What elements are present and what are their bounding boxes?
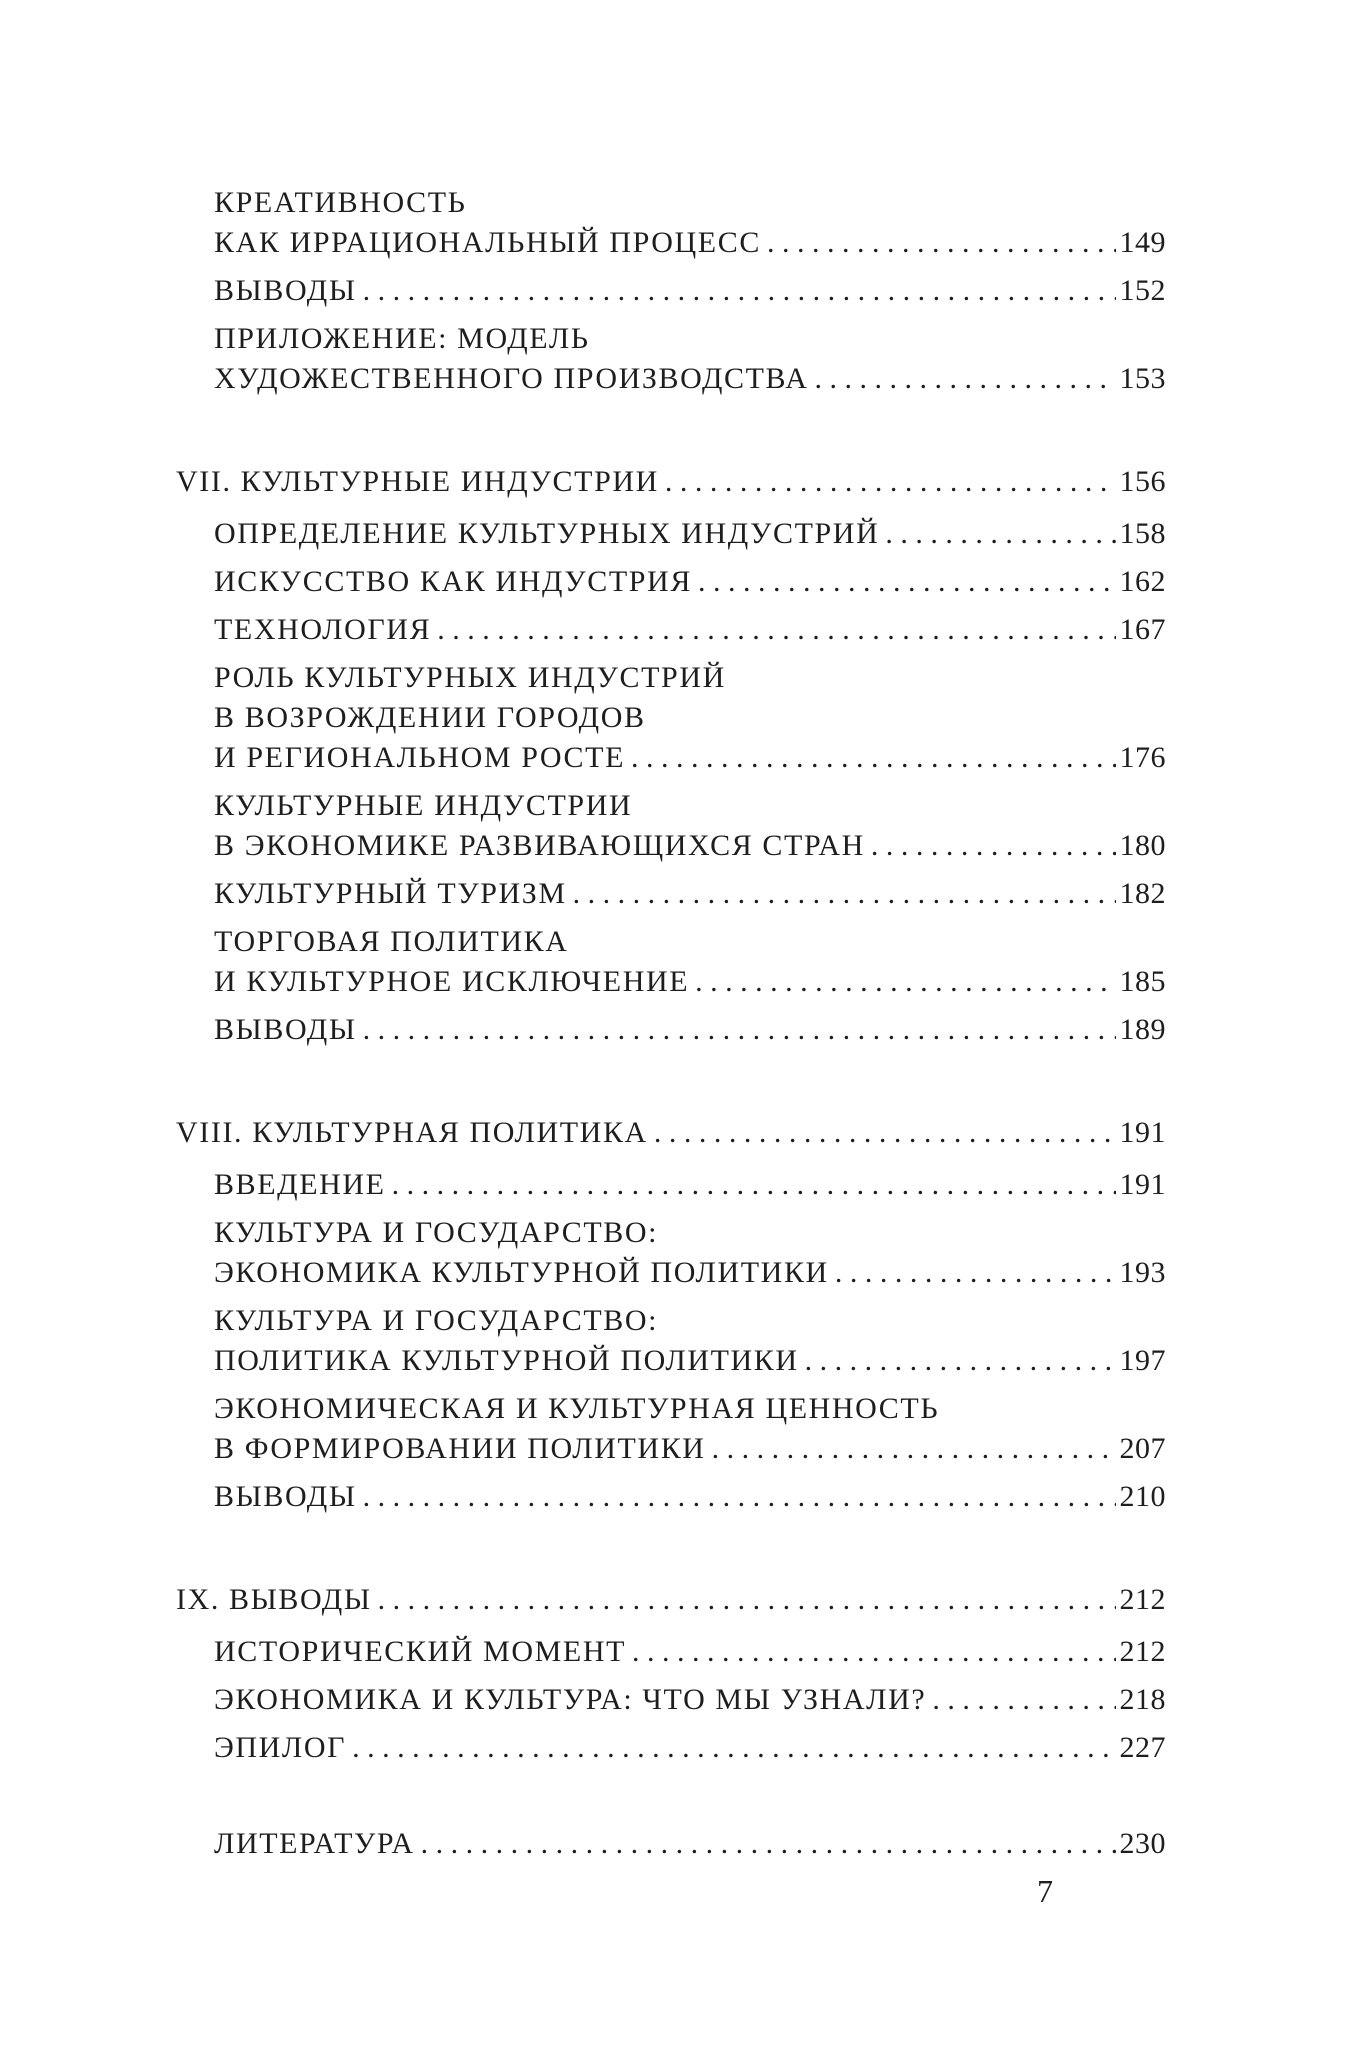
section-title: ВЫВОДЫ — [214, 1013, 357, 1046]
section-title: РОЛЬ КУЛЬТУРНЫХ ИНДУСТРИЙ — [214, 661, 726, 694]
toc-entry[interactable] — [214, 1165, 1166, 1205]
page-ref: 191 — [1119, 1168, 1166, 1201]
section-title: КУЛЬТУРНЫЕ ИНДУСТРИИ — [214, 789, 633, 822]
toc-line — [214, 962, 1166, 1002]
toc-entry[interactable] — [214, 1301, 1166, 1381]
section-title: ТОРГОВАЯ ПОЛИТИКА — [214, 925, 569, 958]
toc-line — [176, 1113, 1166, 1153]
section-title: КРЕАТИВНОСТЬ — [214, 186, 467, 219]
toc-line — [214, 319, 1166, 359]
toc-line — [214, 610, 1166, 650]
page-ref: 212 — [1119, 1583, 1166, 1616]
toc-block — [176, 183, 1166, 399]
toc-entry[interactable] — [214, 658, 1166, 778]
page-ref: 207 — [1119, 1432, 1166, 1465]
toc-line — [214, 1477, 1166, 1517]
chapter-title: VIII. КУЛЬТУРНАЯ ПОЛИТИКА — [176, 1116, 648, 1149]
section-title: КУЛЬТУРА И ГОСУДАРСТВО: — [214, 1304, 659, 1337]
dot-leader — [698, 562, 1116, 602]
page-ref: 212 — [1119, 1635, 1166, 1668]
dot-leader — [421, 1824, 1116, 1864]
toc-block — [176, 462, 1166, 1050]
page-ref: 197 — [1119, 1344, 1166, 1377]
toc-line — [214, 1301, 1166, 1341]
dot-leader — [712, 1429, 1116, 1469]
toc-entry[interactable] — [214, 271, 1166, 311]
toc-line — [214, 1165, 1166, 1205]
toc-line — [214, 183, 1166, 223]
toc-line — [214, 826, 1166, 866]
toc-entry[interactable] — [214, 874, 1166, 914]
toc-line — [214, 1632, 1166, 1672]
toc-line — [214, 1429, 1166, 1469]
dot-leader — [654, 1113, 1116, 1153]
dot-leader — [632, 1632, 1115, 1672]
toc-entry[interactable] — [214, 1632, 1166, 1672]
toc-line — [214, 698, 1166, 738]
section-title: И КУЛЬТУРНОЕ ИСКЛЮЧЕНИЕ — [214, 965, 690, 998]
toc-line — [214, 1824, 1166, 1864]
toc-line — [214, 1680, 1166, 1720]
toc-line — [214, 658, 1166, 698]
dot-leader — [695, 962, 1115, 1002]
toc-line — [214, 359, 1166, 399]
dot-leader — [378, 1580, 1116, 1620]
toc-literature-block — [176, 1824, 1166, 1864]
toc-entry[interactable] — [214, 183, 1166, 263]
toc-line — [214, 1010, 1166, 1050]
page-ref: 193 — [1119, 1256, 1166, 1289]
toc-line — [214, 271, 1166, 311]
dot-leader — [363, 1477, 1116, 1517]
toc-line — [214, 922, 1166, 962]
toc-line — [176, 1580, 1166, 1620]
toc-entry[interactable] — [214, 1389, 1166, 1469]
page-number: 7 — [1037, 1873, 1053, 1909]
toc-entry[interactable] — [214, 922, 1166, 1002]
page-ref: 227 — [1119, 1731, 1166, 1764]
chapter-title: IX. ВЫВОДЫ — [176, 1583, 372, 1616]
page-ref: 218 — [1119, 1683, 1166, 1716]
dot-leader — [363, 271, 1116, 311]
toc-entry[interactable] — [214, 1010, 1166, 1050]
section-title: ПОЛИТИКА КУЛЬТУРНОЙ ПОЛИТИКИ — [214, 1344, 799, 1377]
page-ref: 230 — [1119, 1827, 1166, 1860]
section-title: ПРИЛОЖЕНИЕ: МОДЕЛЬ — [214, 322, 590, 355]
section-title: КАК ИРРАЦИОНАЛЬНЫЙ ПРОЦЕСС — [214, 226, 761, 259]
page-ref: 180 — [1119, 829, 1166, 862]
section-title: ЭКОНОМИКА И КУЛЬТУРА: ЧТО МЫ УЗНАЛИ? — [214, 1683, 927, 1716]
toc-entry[interactable] — [214, 562, 1166, 602]
section-title: ВЫВОДЫ — [214, 1480, 357, 1513]
toc-entry[interactable] — [214, 514, 1166, 554]
section-title: В ЭКОНОМИКЕ РАЗВИВАЮЩИХСЯ СТРАН — [214, 829, 865, 862]
section-title: В ВОЗРОЖДЕНИИ ГОРОДОВ — [214, 701, 646, 734]
page-ref: 152 — [1119, 274, 1166, 307]
page-ref: 156 — [1119, 465, 1166, 498]
page-ref: 162 — [1119, 565, 1166, 598]
page-ref: 182 — [1119, 877, 1166, 910]
page-ref: 210 — [1119, 1480, 1166, 1513]
toc-line — [176, 462, 1166, 502]
dot-leader — [805, 1341, 1116, 1381]
dot-leader — [631, 738, 1116, 778]
dot-leader — [815, 359, 1116, 399]
toc-entry[interactable] — [214, 786, 1166, 866]
toc-line — [214, 1341, 1166, 1381]
dot-leader — [363, 1010, 1116, 1050]
section-title: ИСКУССТВО КАК ИНДУСТРИЯ — [214, 565, 692, 598]
toc-chapter-entry[interactable] — [176, 1113, 1166, 1153]
chapter-title: VII. КУЛЬТУРНЫЕ ИНДУСТРИИ — [176, 465, 659, 498]
section-title: ЭКОНОМИЧЕСКАЯ И КУЛЬТУРНАЯ ЦЕННОСТЬ — [214, 1392, 940, 1425]
toc-line — [214, 562, 1166, 602]
dot-leader — [767, 223, 1116, 263]
dot-leader — [871, 826, 1116, 866]
page-ref: 158 — [1119, 517, 1166, 550]
toc-line — [214, 738, 1166, 778]
toc-entry[interactable] — [214, 610, 1166, 650]
page-ref: 149 — [1119, 226, 1166, 259]
toc-entry[interactable] — [214, 1213, 1166, 1293]
table-of-contents — [176, 183, 1166, 1864]
toc-entry[interactable] — [214, 1824, 1166, 1864]
toc-line — [214, 786, 1166, 826]
section-title: ЭКОНОМИКА КУЛЬТУРНОЙ ПОЛИТИКИ — [214, 1256, 829, 1289]
dot-leader — [573, 874, 1116, 914]
dot-leader — [835, 1253, 1116, 1293]
dot-leader — [885, 514, 1115, 554]
page-ref: 189 — [1119, 1013, 1166, 1046]
page-ref: 167 — [1119, 613, 1166, 646]
toc-line — [214, 1728, 1166, 1768]
toc-line — [214, 1389, 1166, 1429]
toc-line — [214, 514, 1166, 554]
section-title: ЛИТЕРАТУРА — [214, 1827, 415, 1860]
section-title: ВЫВОДЫ — [214, 274, 357, 307]
toc-line — [214, 1253, 1166, 1293]
section-title: ХУДОЖЕСТВЕННОГО ПРОИЗВОДСТВА — [214, 362, 809, 395]
page-ref: 191 — [1119, 1116, 1166, 1149]
dot-leader — [352, 1728, 1115, 1768]
dot-leader — [932, 1680, 1115, 1720]
page-ref: 153 — [1119, 362, 1166, 395]
toc-entry[interactable] — [214, 1477, 1166, 1517]
page-ref: 185 — [1119, 965, 1166, 998]
section-title: КУЛЬТУРНЫЙ ТУРИЗМ — [214, 877, 567, 910]
section-title: ТЕХНОЛОГИЯ — [214, 613, 432, 646]
toc-entry[interactable] — [214, 319, 1166, 399]
section-title: ВВЕДЕНИЕ — [214, 1168, 386, 1201]
toc-block — [176, 1113, 1166, 1517]
section-title: И РЕГИОНАЛЬНОМ РОСТЕ — [214, 741, 625, 774]
toc-line — [214, 1213, 1166, 1253]
dot-leader — [665, 462, 1116, 502]
toc-line — [214, 223, 1166, 263]
section-title: ЭПИЛОГ — [214, 1731, 347, 1764]
section-title: ОПРЕДЕЛЕНИЕ КУЛЬТУРНЫХ ИНДУСТРИЙ — [214, 517, 880, 550]
dot-leader — [392, 1165, 1116, 1205]
page-ref: 176 — [1119, 741, 1166, 774]
toc-chapter-entry[interactable] — [176, 1580, 1166, 1620]
toc-entry[interactable] — [214, 1680, 1166, 1720]
section-title: В ФОРМИРОВАНИИ ПОЛИТИКИ — [214, 1432, 706, 1465]
section-title: ИСТОРИЧЕСКИЙ МОМЕНТ — [214, 1635, 627, 1668]
toc-block — [176, 1580, 1166, 1768]
dot-leader — [437, 610, 1115, 650]
toc-line — [214, 874, 1166, 914]
toc-chapter-entry[interactable] — [176, 462, 1166, 502]
toc-entry[interactable] — [214, 1728, 1166, 1768]
section-title: КУЛЬТУРА И ГОСУДАРСТВО: — [214, 1216, 659, 1249]
